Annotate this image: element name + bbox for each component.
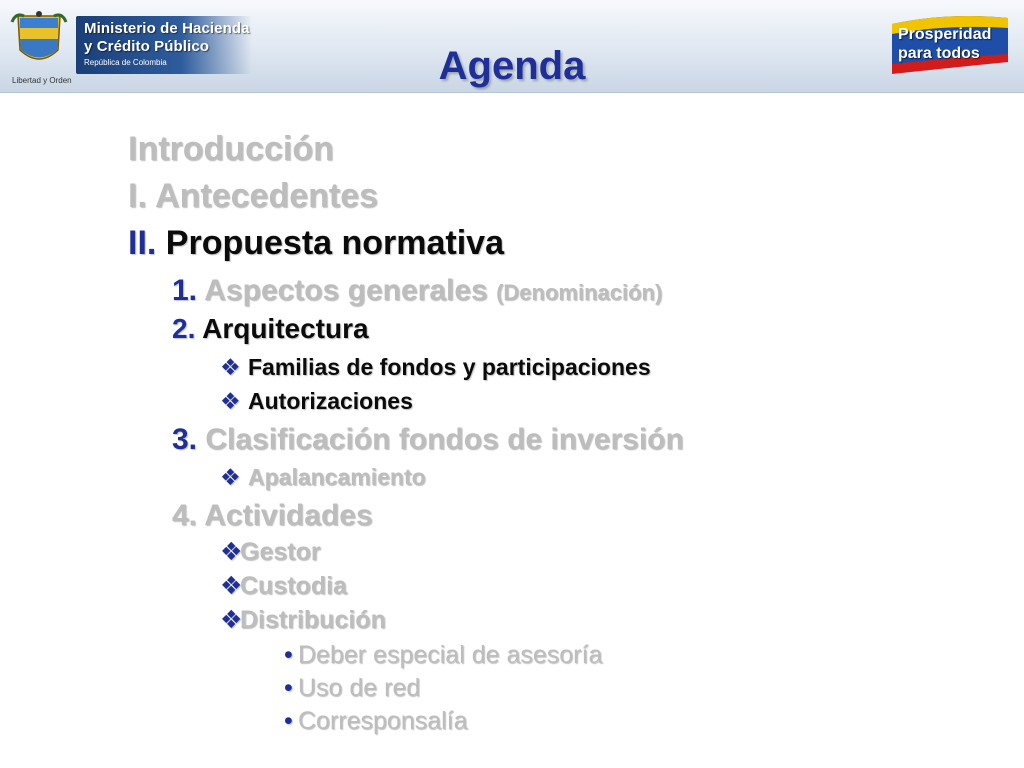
agenda-subitem-aspectos (172, 274, 662, 308)
agenda-label: Custodia (240, 572, 347, 600)
agenda-label: Propuesta normativa (165, 224, 505, 262)
ministry-name-line1: Ministerio de Hacienda (84, 20, 250, 37)
agenda-dot-corresponsalia (284, 707, 468, 736)
agenda-label: Gestor (240, 538, 321, 566)
agenda-label: Autorizaciones (248, 388, 413, 414)
dot-bullet-icon: • (284, 707, 293, 735)
agenda-label: Distribución (240, 606, 386, 634)
dot-bullet-icon: • (284, 674, 293, 702)
slide-header (0, 0, 1024, 93)
agenda-dot-uso-red (284, 674, 420, 703)
agenda-label: Arquitectura (202, 313, 369, 344)
agenda-bullet-apalancamiento (220, 464, 426, 491)
agenda-bullet-distribucion (220, 605, 386, 635)
agenda-bullet-custodia (220, 571, 347, 601)
agenda-number: 3. (172, 423, 198, 456)
agenda-item-antecedentes: I. Antecedentes (128, 177, 379, 215)
agenda-item-propuesta (128, 224, 504, 263)
ministry-country: República de Colombia (84, 58, 167, 67)
agenda-label: Deber especial de asesoría (298, 641, 603, 669)
agenda-item-intro: Introducción (128, 130, 334, 168)
ministry-name-line2: y Crédito Público (84, 38, 210, 55)
agenda-number: II. (128, 224, 157, 262)
agenda-bullet-autorizaciones (220, 388, 413, 415)
slide-title: Agenda (438, 44, 586, 88)
agenda-subitem-arquitectura (172, 313, 369, 345)
dot-bullet-icon: • (284, 641, 293, 669)
agenda-subitem-actividades: 4. Actividades (172, 499, 373, 532)
agenda-note: (Denominación) (496, 280, 663, 305)
agenda-label: Apalancamiento (248, 464, 426, 490)
agenda-bullet-gestor (220, 537, 321, 567)
diamond-bullet-icon: ❖ (220, 572, 243, 600)
agenda-label: Clasificación fondos de inversión (205, 423, 684, 456)
badge-line1: Prosperidad (898, 26, 992, 43)
agenda-label: Corresponsalía (298, 707, 468, 735)
diamond-bullet-icon: ❖ (220, 354, 241, 380)
diamond-bullet-icon: ❖ (220, 388, 241, 414)
prosperidad-badge (888, 14, 1012, 78)
diamond-bullet-icon: ❖ (220, 606, 243, 634)
agenda-label: Aspectos generales (204, 274, 488, 307)
agenda-subitem-clasificacion (172, 423, 684, 457)
agenda-label: Uso de red (298, 674, 421, 702)
badge-line2: para todos (898, 45, 980, 62)
diamond-bullet-icon: ❖ (220, 464, 241, 490)
agenda-label: Familias de fondos y participaciones (248, 354, 651, 380)
agenda-number: 2. (172, 313, 196, 344)
diamond-bullet-icon: ❖ (220, 538, 243, 566)
motto-text: Libertad y Orden (12, 76, 72, 85)
agenda-dot-asesoria (284, 641, 602, 670)
agenda-bullet-familias (220, 354, 651, 381)
agenda-number: 1. (172, 274, 198, 307)
